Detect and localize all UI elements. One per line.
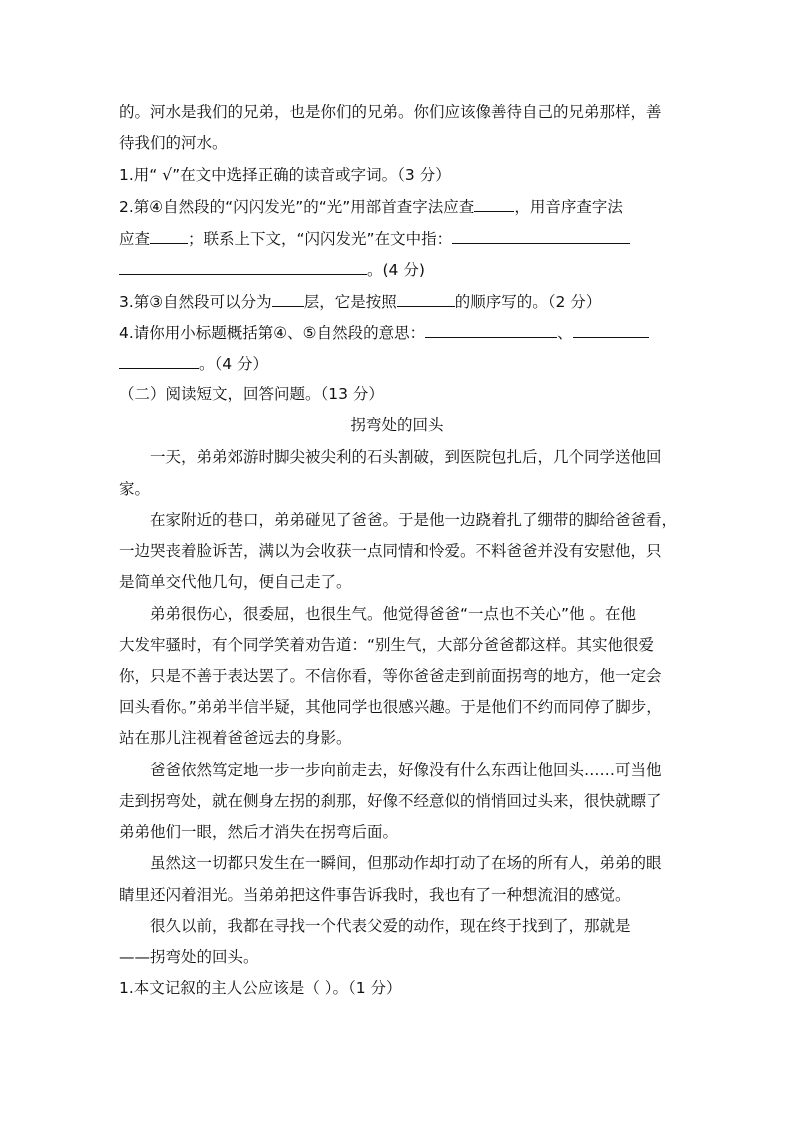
passage-title: 拐弯处的回头 <box>350 416 444 434</box>
question-text: 。（4 分） <box>199 355 269 373</box>
passage-line: 大发牢骚时，有个同学笑着劝告道：“别生气，大部分爸爸都这样。其实他很爱 <box>119 636 655 654</box>
passage-line: 睛里还闪着泪光。当弟弟把这件事告诉我时，我也有了一种想流泪的感觉。 <box>119 886 631 904</box>
answer-blank[interactable] <box>397 290 455 307</box>
question-text: 应查 <box>119 230 151 248</box>
passage-line: 走到拐弯处，就在侧身左拐的刹那，好像不经意似的悄悄回过头来，很快就瞟了 <box>119 792 662 810</box>
section-heading: （二）阅读短文，回答问题。（13 分） <box>119 385 384 403</box>
passage-line: 一天，弟弟郊游时脚尖被尖利的石头割破，到医院包扎后，几个同学送他回 <box>150 448 662 466</box>
question-3 <box>119 290 601 312</box>
answer-blank[interactable] <box>150 227 188 244</box>
passage-line: 是简单交代他几句，便自己走了。 <box>119 573 352 591</box>
question-1: 1.用“ √”在文中选择正确的读音或字词。（3 分） <box>119 166 451 184</box>
question-text: 4.请你用小标题概括第④、⑤自然段的意思： <box>119 324 426 342</box>
passage-line: 弟弟很伤心，很委屈，也很生气。他觉得爸爸“一点也不关心”他 。在他 <box>150 605 636 623</box>
passage-line: 待我们的河水。 <box>119 134 228 152</box>
question-text: 2.第④自然段的“闪闪发光”的“光”用部首查字法应查 <box>119 198 475 216</box>
passage-line: 在家附近的巷口，弟弟碰见了爸爸。于是他一边跷着扎了绷带的脚给爸爸看， <box>150 511 678 529</box>
answer-blank[interactable] <box>272 290 304 307</box>
question-text: ，用音序查字法 <box>514 198 623 216</box>
passage-line: 你，只是不善于表达罢了。不信你看，等你爸爸走到前面拐弯的地方，他一定会 <box>119 667 662 685</box>
question-text: 层，它是按照 <box>303 293 397 311</box>
question-4-cont <box>119 352 268 374</box>
passage-line: 虽然这一切都只发生在一瞬间，但那动作却打动了在场的所有人，弟弟的眼 <box>150 854 662 872</box>
passage-line: 回头看你。”弟弟半信半疑，其他同学也很感兴趣。于是他们不约而同停了脚步， <box>119 698 662 716</box>
question-4 <box>119 321 649 343</box>
answer-blank[interactable] <box>573 321 649 338</box>
passage-line: 一边哭丧着脸诉苦，满以为会收获一点同情和怜爱。不料爸爸并没有安慰他，只 <box>119 542 662 560</box>
passage-line: 很久以前，我都在寻找一个代表父爱的动作，现在终于找到了，那就是 <box>150 917 631 935</box>
question-text: ；联系上下文，“闪闪发光”在文中指： <box>188 230 453 248</box>
question-2-cont <box>119 227 630 249</box>
answer-blank[interactable] <box>119 352 199 369</box>
question-2-cont <box>119 258 425 280</box>
answer-blank[interactable] <box>119 258 367 275</box>
question-text: 3.第③自然段可以分为 <box>119 293 272 311</box>
question-2 <box>119 195 623 217</box>
answer-blank[interactable] <box>474 195 514 212</box>
question-text: 。(4 分) <box>367 261 425 279</box>
question-text: 的顺序写的。（2 分） <box>454 293 602 311</box>
passage-line: ——拐弯处的回头。 <box>119 948 259 966</box>
passage-line: 弟弟他们一眼，然后才消失在拐弯后面。 <box>119 823 399 841</box>
passage-line: 爸爸依然笃定地一步一步向前走去，好像没有什么东西让他回头……可当他 <box>150 761 662 779</box>
passage-line: 站在那儿注视着爸爸远去的身影。 <box>119 729 352 747</box>
answer-blank[interactable] <box>452 227 630 244</box>
passage-line: 的。河水是我们的兄弟，也是你们的兄弟。你们应该像善待自己的兄弟那样，善 <box>119 103 662 121</box>
question-1: 1.本文记叙的主人公应该是（ ）。（1 分） <box>119 979 402 997</box>
answer-blank[interactable] <box>425 321 557 338</box>
passage-line: 家。 <box>119 480 151 498</box>
question-text: 、 <box>557 324 573 342</box>
